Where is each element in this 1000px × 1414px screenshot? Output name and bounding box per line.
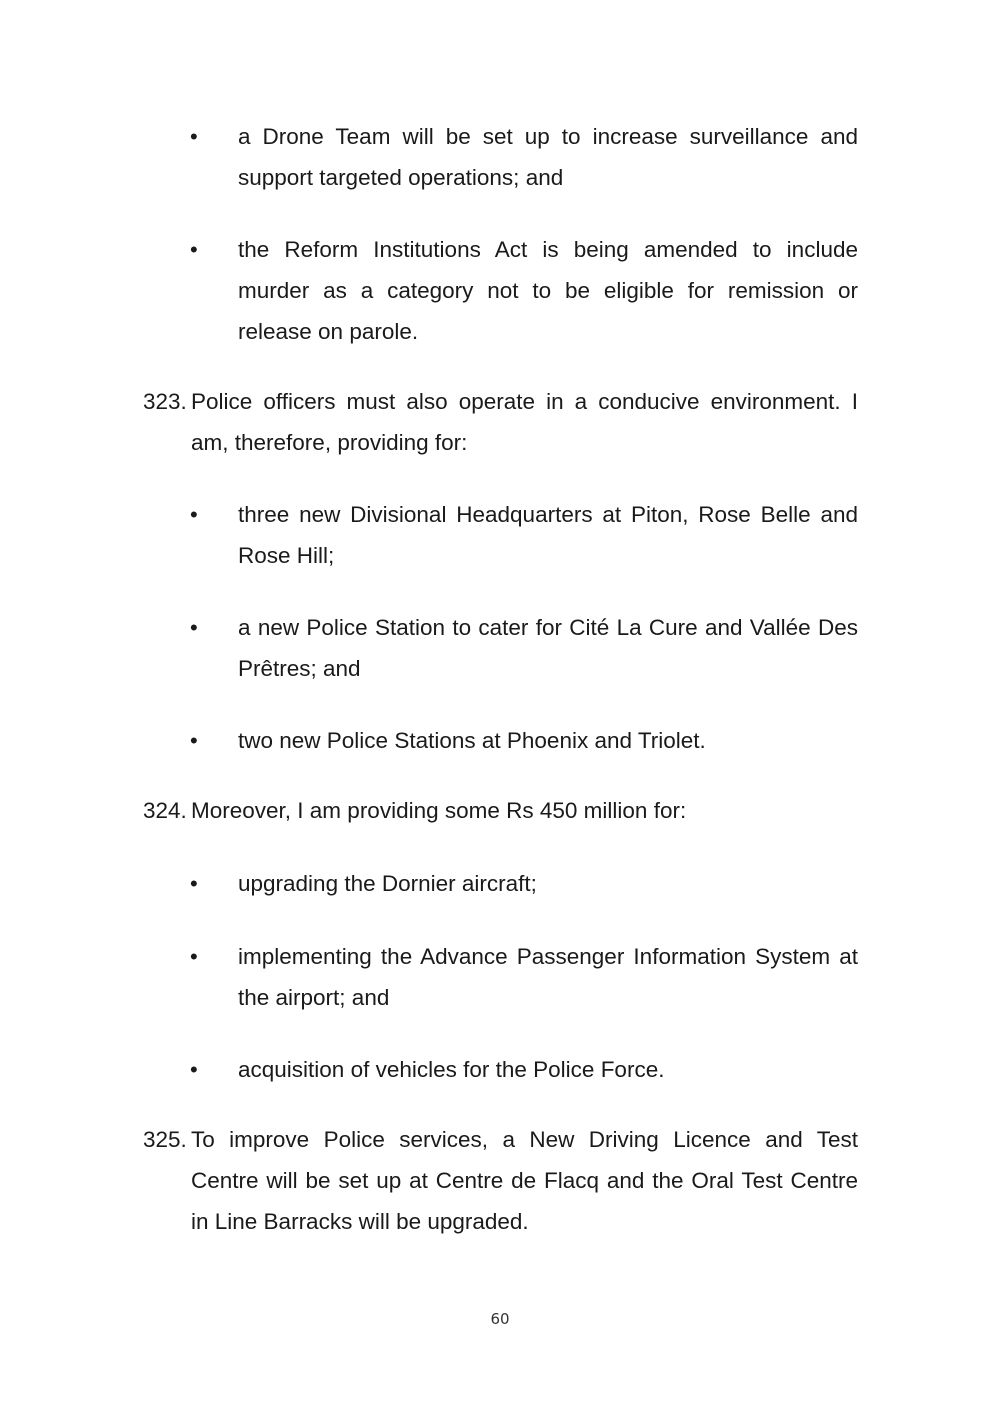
list-item	[190, 1049, 858, 1090]
bullet-text: a Drone Team will be set up to increase surveillance and support targeted operations; and	[238, 124, 858, 190]
bullet-icon: •	[190, 1057, 198, 1082]
paragraph-text: Moreover, I am providing some Rs 450 million for:	[191, 798, 687, 823]
bullet-text: the Reform Institutions Act is being amended to include murder as a category not to be eligible for remission or release on parole.	[238, 237, 858, 344]
bullet-icon: •	[190, 237, 198, 262]
paragraph-number: 323.	[143, 389, 187, 414]
bullet-text: implementing the Advance Passenger Information System at the airport; and	[238, 944, 858, 1010]
list-item	[190, 494, 858, 576]
paragraph-325	[143, 1119, 858, 1242]
paragraph-number: 324.	[143, 798, 187, 823]
bullet-icon: •	[190, 728, 198, 753]
list-item	[190, 116, 858, 198]
bullet-icon: •	[190, 944, 198, 969]
bullet-text: three new Divisional Headquarters at Piton, Rose Belle and Rose Hill;	[238, 502, 858, 568]
paragraph-text: To improve Police services, a New Driving Licence and Test Centre will be set up at Centre de Flacq and the Oral Test Centre in Line Barracks will be upgraded.	[191, 1127, 858, 1234]
bullet-icon: •	[190, 124, 198, 149]
list-item	[190, 863, 858, 904]
bullet-text: acquisition of vehicles for the Police Force.	[238, 1057, 665, 1082]
list-item	[190, 720, 858, 761]
list-item	[190, 936, 858, 1018]
list-item	[190, 607, 858, 689]
bullet-text: upgrading the Dornier aircraft;	[238, 871, 537, 896]
paragraph-324	[143, 790, 858, 831]
bullet-icon: •	[190, 871, 198, 896]
page-number: 60	[490, 1310, 510, 1328]
bullet-icon: •	[190, 502, 198, 527]
paragraph-323	[143, 381, 858, 463]
bullet-text: two new Police Stations at Phoenix and Triolet.	[238, 728, 706, 753]
paragraph-number: 325.	[143, 1127, 187, 1152]
bullet-icon: •	[190, 615, 198, 640]
paragraph-text: Police officers must also operate in a conducive environment. I am, therefore, providing for:	[191, 389, 858, 455]
list-item	[190, 229, 858, 352]
bullet-text: a new Police Station to cater for Cité La Cure and Vallée Des Prêtres; and	[238, 615, 858, 681]
